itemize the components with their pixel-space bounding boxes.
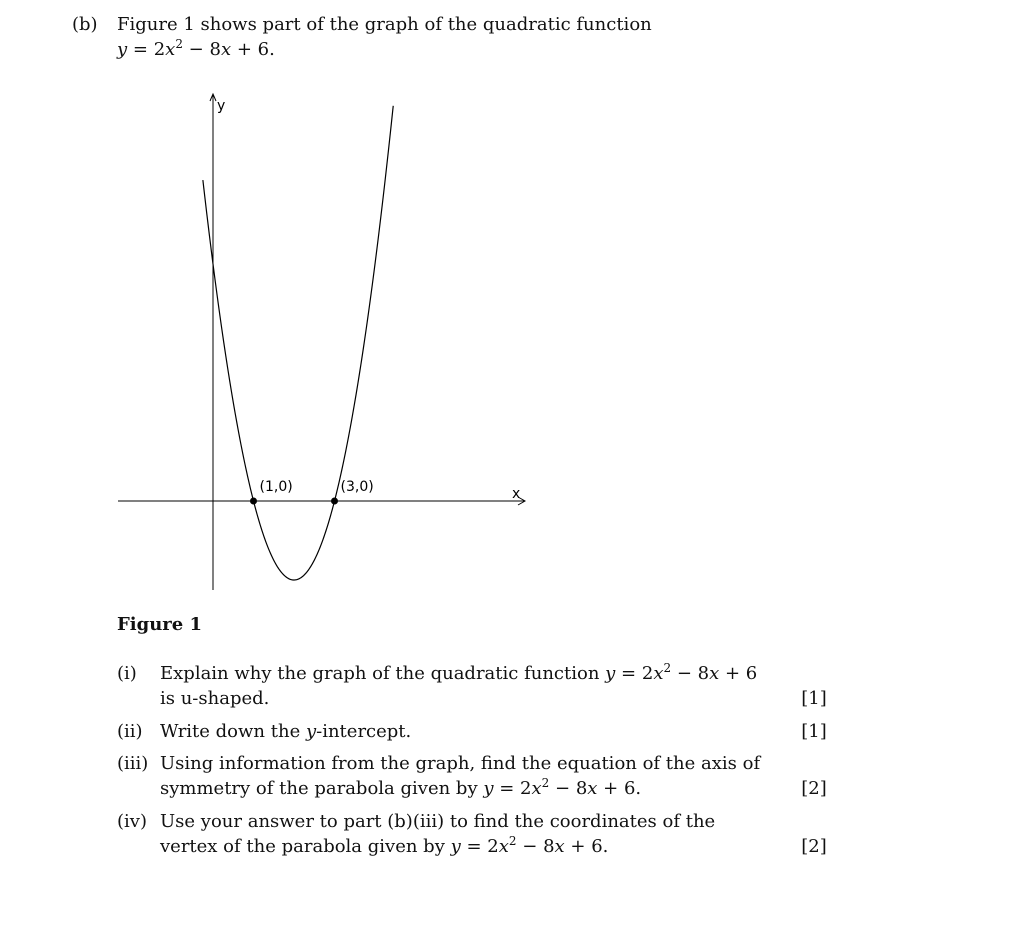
question-ii-label: (ii) xyxy=(117,721,143,742)
part-label: (b) xyxy=(72,14,98,35)
question-i-label: (i) xyxy=(117,663,137,684)
parabola-curve xyxy=(203,106,393,580)
question-iv-marks: [2] xyxy=(801,836,827,857)
question-iii-text-line1: Using information from the graph, find the equation of the axis of xyxy=(160,753,761,774)
x-axis-label: x xyxy=(512,486,521,502)
y-axis-label: y xyxy=(217,98,226,114)
point-label: (3,0) xyxy=(340,479,374,495)
question-i-marks: [1] xyxy=(801,688,827,709)
question-iv-label: (iv) xyxy=(117,811,147,832)
point-marker xyxy=(331,498,338,505)
question-i-text-line1: Explain why the graph of the quadratic function $y = 2x^2 - 8x + 6$ xyxy=(160,661,758,684)
point-label: (1,0) xyxy=(259,479,293,495)
question-iii-marks: [2] xyxy=(801,778,827,799)
question-i-text-line2: is u-shaped. xyxy=(160,688,270,709)
question-iii-label: (iii) xyxy=(117,753,149,774)
question-iv-text-line1: Use your answer to part (b)(iii) to find the coordinates of the xyxy=(160,811,716,832)
question-ii-text: Write down the y-intercept. xyxy=(160,721,412,742)
question-iv-text-line2: vertex of the parabola given by $y = 2x^2 - 8x + 6$. xyxy=(160,834,609,857)
part-intro: Figure 1 shows part of the graph of the quadratic function xyxy=(117,14,652,35)
question-ii-marks: [1] xyxy=(801,721,827,742)
point-marker xyxy=(250,498,257,505)
question-iii-text-line2: symmetry of the parabola given by $y = 2x^2 - 8x + 6$. xyxy=(160,776,642,799)
figure-caption: Figure 1 xyxy=(117,614,203,635)
function-expression: $y = 2x^2 - 8x + 6$. xyxy=(117,37,275,60)
